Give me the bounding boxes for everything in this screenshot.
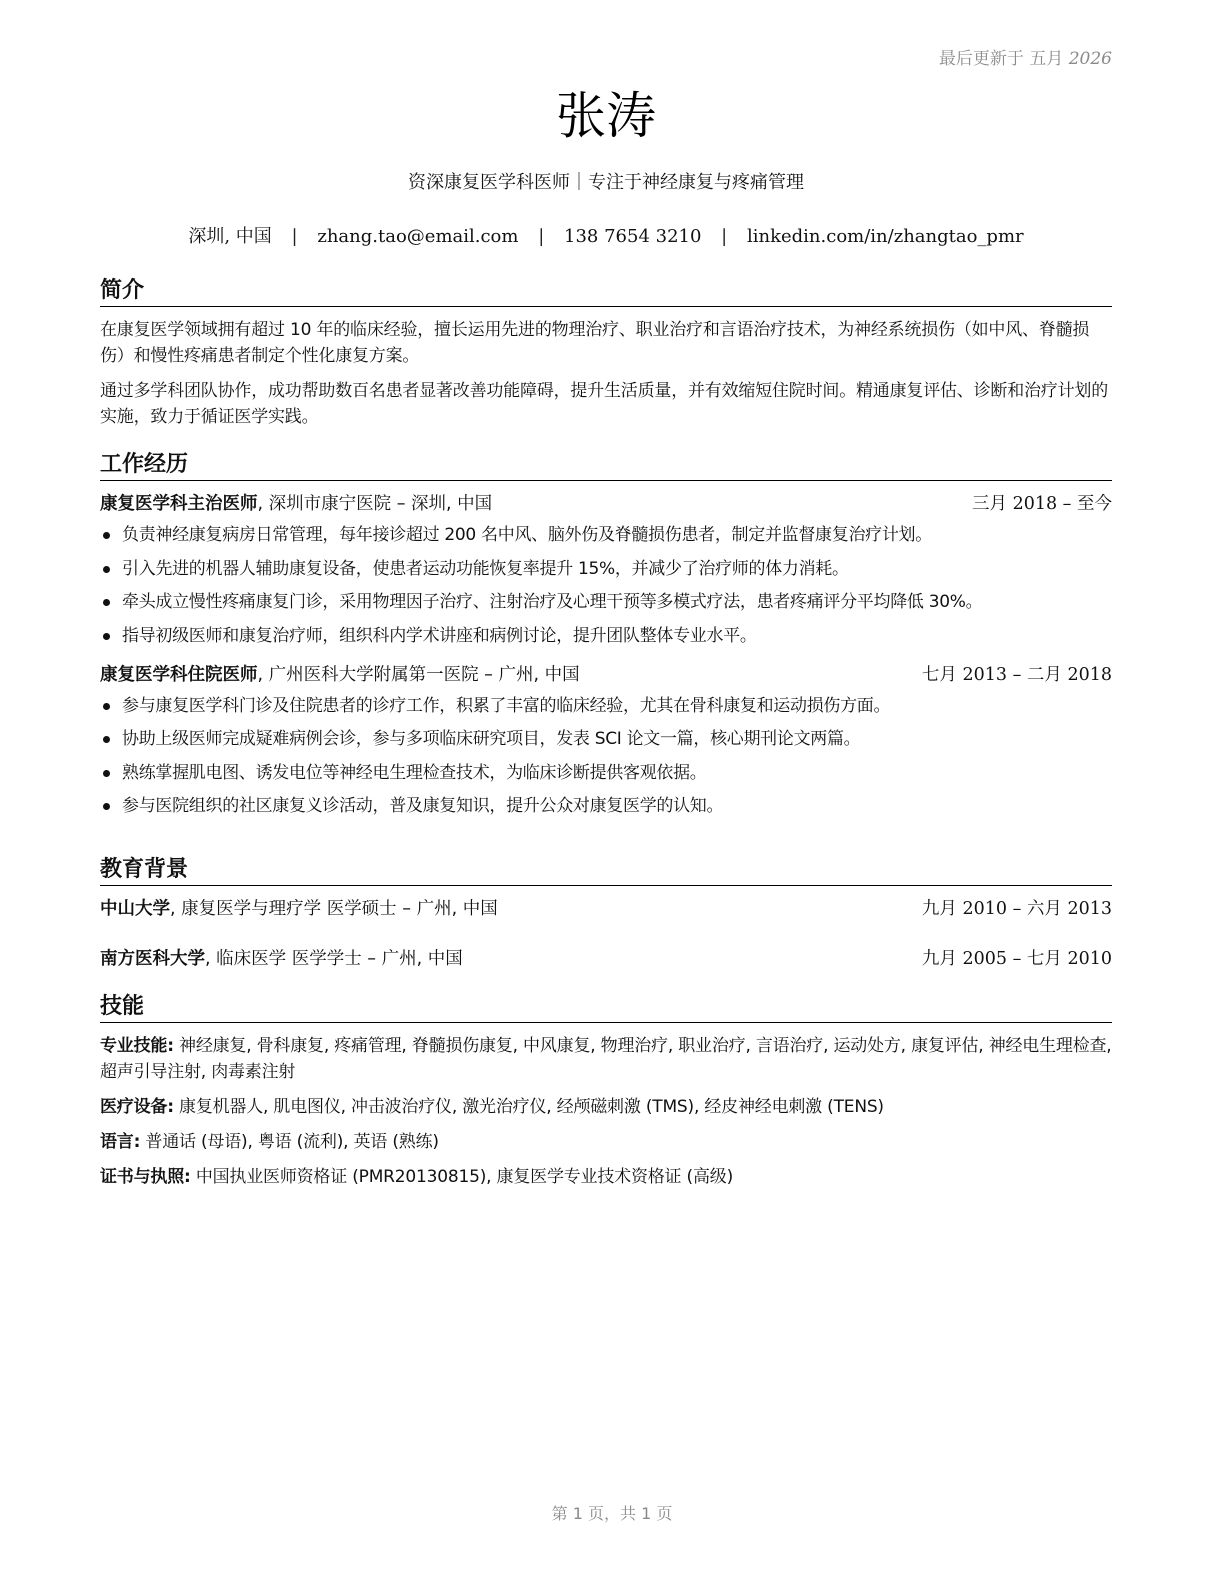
candidate-subtitle: 资深康复医学科医师｜专注于神经康复与疼痛管理	[408, 172, 804, 193]
contact-email-link[interactable]: zhang.tao@email.com	[317, 226, 519, 247]
education-detail: , 康复医学与理疗学 医学硕士 – 广州, 中国	[170, 899, 498, 919]
job-entry	[100, 662, 1112, 820]
education-detail: , 临床医学 医学学士 – 广州, 中国	[205, 949, 463, 969]
contact-location: 深圳, 中国	[188, 226, 272, 247]
contact-linkedin-link[interactable]: linkedin.com/in/zhangtao_pmr	[746, 226, 1024, 247]
education-school: 南方医科大学	[100, 949, 205, 969]
summary-paragraph: 在康复医学领域拥有超过 10 年的临床经验，擅长运用先进的物理治疗、职业治疗和言语治疗技术，为神经系统损伤（如中风、脊髓损伤）和慢性疼痛患者制定个性化康复方案。	[100, 320, 1090, 366]
job-bullet-list	[100, 693, 1112, 820]
job-header	[100, 662, 1112, 688]
section-title: 教育背景	[100, 856, 1112, 886]
job-dates: 七月 2013 – 二月 2018	[921, 664, 1112, 685]
job-dates: 三月 2018 – 至今	[972, 494, 1112, 514]
job-organization: , 广州医科大学附属第一医院 – 广州, 中国	[257, 664, 580, 685]
job-role: 康复医学科住院医师	[100, 664, 258, 685]
section-title: 技能	[100, 993, 1112, 1023]
job-title-line	[100, 662, 580, 688]
job-title-line	[100, 491, 492, 517]
job-bullet: 引入先进的机器人辅助康复设备，使患者运动功能恢复率提升 15%，并减少了治疗师的体力消耗。	[100, 556, 1112, 582]
education-entry	[100, 896, 1112, 922]
job-bullet: 牵头成立慢性疼痛康复门诊，采用物理因子治疗、注射治疗及心理干预等多模式疗法，患者疼痛评分平均降低 30%。	[100, 589, 1112, 615]
education-line	[100, 896, 498, 922]
skill-value: 神经康复, 骨科康复, 疼痛管理, 脊髓损伤康复, 中风康复, 物理治疗, 职业治疗, 言语治疗, 运动处方, 康复评估, 神经电生理检查, 超声引导注射, 肉毒素注射	[100, 1036, 1112, 1082]
skill-value: 普通话 (母语), 粤语 (流利), 英语 (熟练)	[140, 1132, 439, 1152]
education-entry	[100, 946, 1112, 972]
job-bullet: 协助上级医师完成疑难病例会诊，参与多项临床研究项目，发表 SCI 论文一篇，核心期刊论文两篇。	[100, 726, 1112, 752]
education-school: 中山大学	[100, 899, 170, 919]
job-header	[100, 491, 1112, 517]
skill-label: 专业技能:	[100, 1036, 174, 1056]
candidate-name: 张涛	[556, 87, 656, 145]
job-organization: , 深圳市康宁医院 – 深圳, 中国	[257, 494, 493, 514]
education-section	[100, 856, 1112, 996]
contact-line	[100, 224, 1112, 250]
contact-separator: |	[538, 226, 545, 247]
contact-separator: |	[291, 226, 298, 247]
education-dates: 九月 2010 – 六月 2013	[921, 899, 1112, 919]
skill-row	[100, 1094, 1112, 1120]
job-bullet-list	[100, 522, 1112, 649]
education-line	[100, 946, 463, 972]
page-number-footer: 第 1 页，共 1 页	[551, 1504, 673, 1523]
skill-row	[100, 1164, 1112, 1190]
job-role: 康复医学科主治医师	[100, 494, 258, 514]
last-updated-prefix: 最后更新于	[938, 49, 1024, 69]
job-bullet: 负责神经康复病房日常管理，每年接诊超过 200 名中风、脑外伤及脊髓损伤患者，制定并监督康复治疗计划。	[100, 522, 1112, 548]
skills-section	[100, 993, 1112, 1199]
job-bullet: 熟练掌握肌电图、诱发电位等神经电生理检查技术，为临床诊断提供客观依据。	[100, 760, 1112, 786]
contact-phone-link[interactable]: 138 7654 3210	[564, 226, 702, 247]
job-bullet: 指导初级医师和康复治疗师，组织科内学术讲座和病例讨论，提升团队整体专业水平。	[100, 623, 1112, 649]
resume-page	[100, 0, 1112, 1584]
contact-separator: |	[721, 226, 728, 247]
job-entry	[100, 491, 1112, 649]
skill-label: 医疗设备:	[100, 1097, 174, 1117]
last-updated-year: 2026	[1068, 49, 1112, 69]
education-dates: 九月 2005 – 七月 2010	[921, 949, 1112, 969]
skill-value: 中国执业医师资格证 (PMR20130815), 康复医学专业技术资格证 (高级)	[190, 1167, 734, 1187]
job-bullet: 参与医院组织的社区康复义诊活动，普及康复知识，提升公众对康复医学的认知。	[100, 793, 1112, 819]
section-title: 工作经历	[100, 451, 1112, 481]
last-updated	[939, 44, 1112, 69]
experience-section	[100, 451, 1112, 827]
skill-row	[100, 1033, 1112, 1085]
job-bullet: 参与康复医学科门诊及住院患者的诊疗工作，积累了丰富的临床经验，尤其在骨科康复和运动损伤方面。	[100, 693, 1112, 719]
skill-label: 证书与执照:	[100, 1167, 191, 1187]
section-title: 简介	[100, 277, 1112, 307]
skill-row	[100, 1129, 1112, 1155]
last-updated-month: 五月	[1029, 49, 1064, 69]
skill-label: 语言:	[100, 1132, 141, 1152]
summary-section	[100, 277, 1112, 439]
summary-paragraph: 通过多学科团队协作，成功帮助数百名患者显著改善功能障碍，提升生活质量，并有效缩短住院时间。精通康复评估、诊断和治疗计划的实施，致力于循证医学实践。	[100, 381, 1108, 427]
skill-value: 康复机器人, 肌电图仪, 冲击波治疗仪, 激光治疗仪, 经颅磁刺激 (TMS), 经皮神经电刺激 (TENS)	[173, 1097, 884, 1117]
